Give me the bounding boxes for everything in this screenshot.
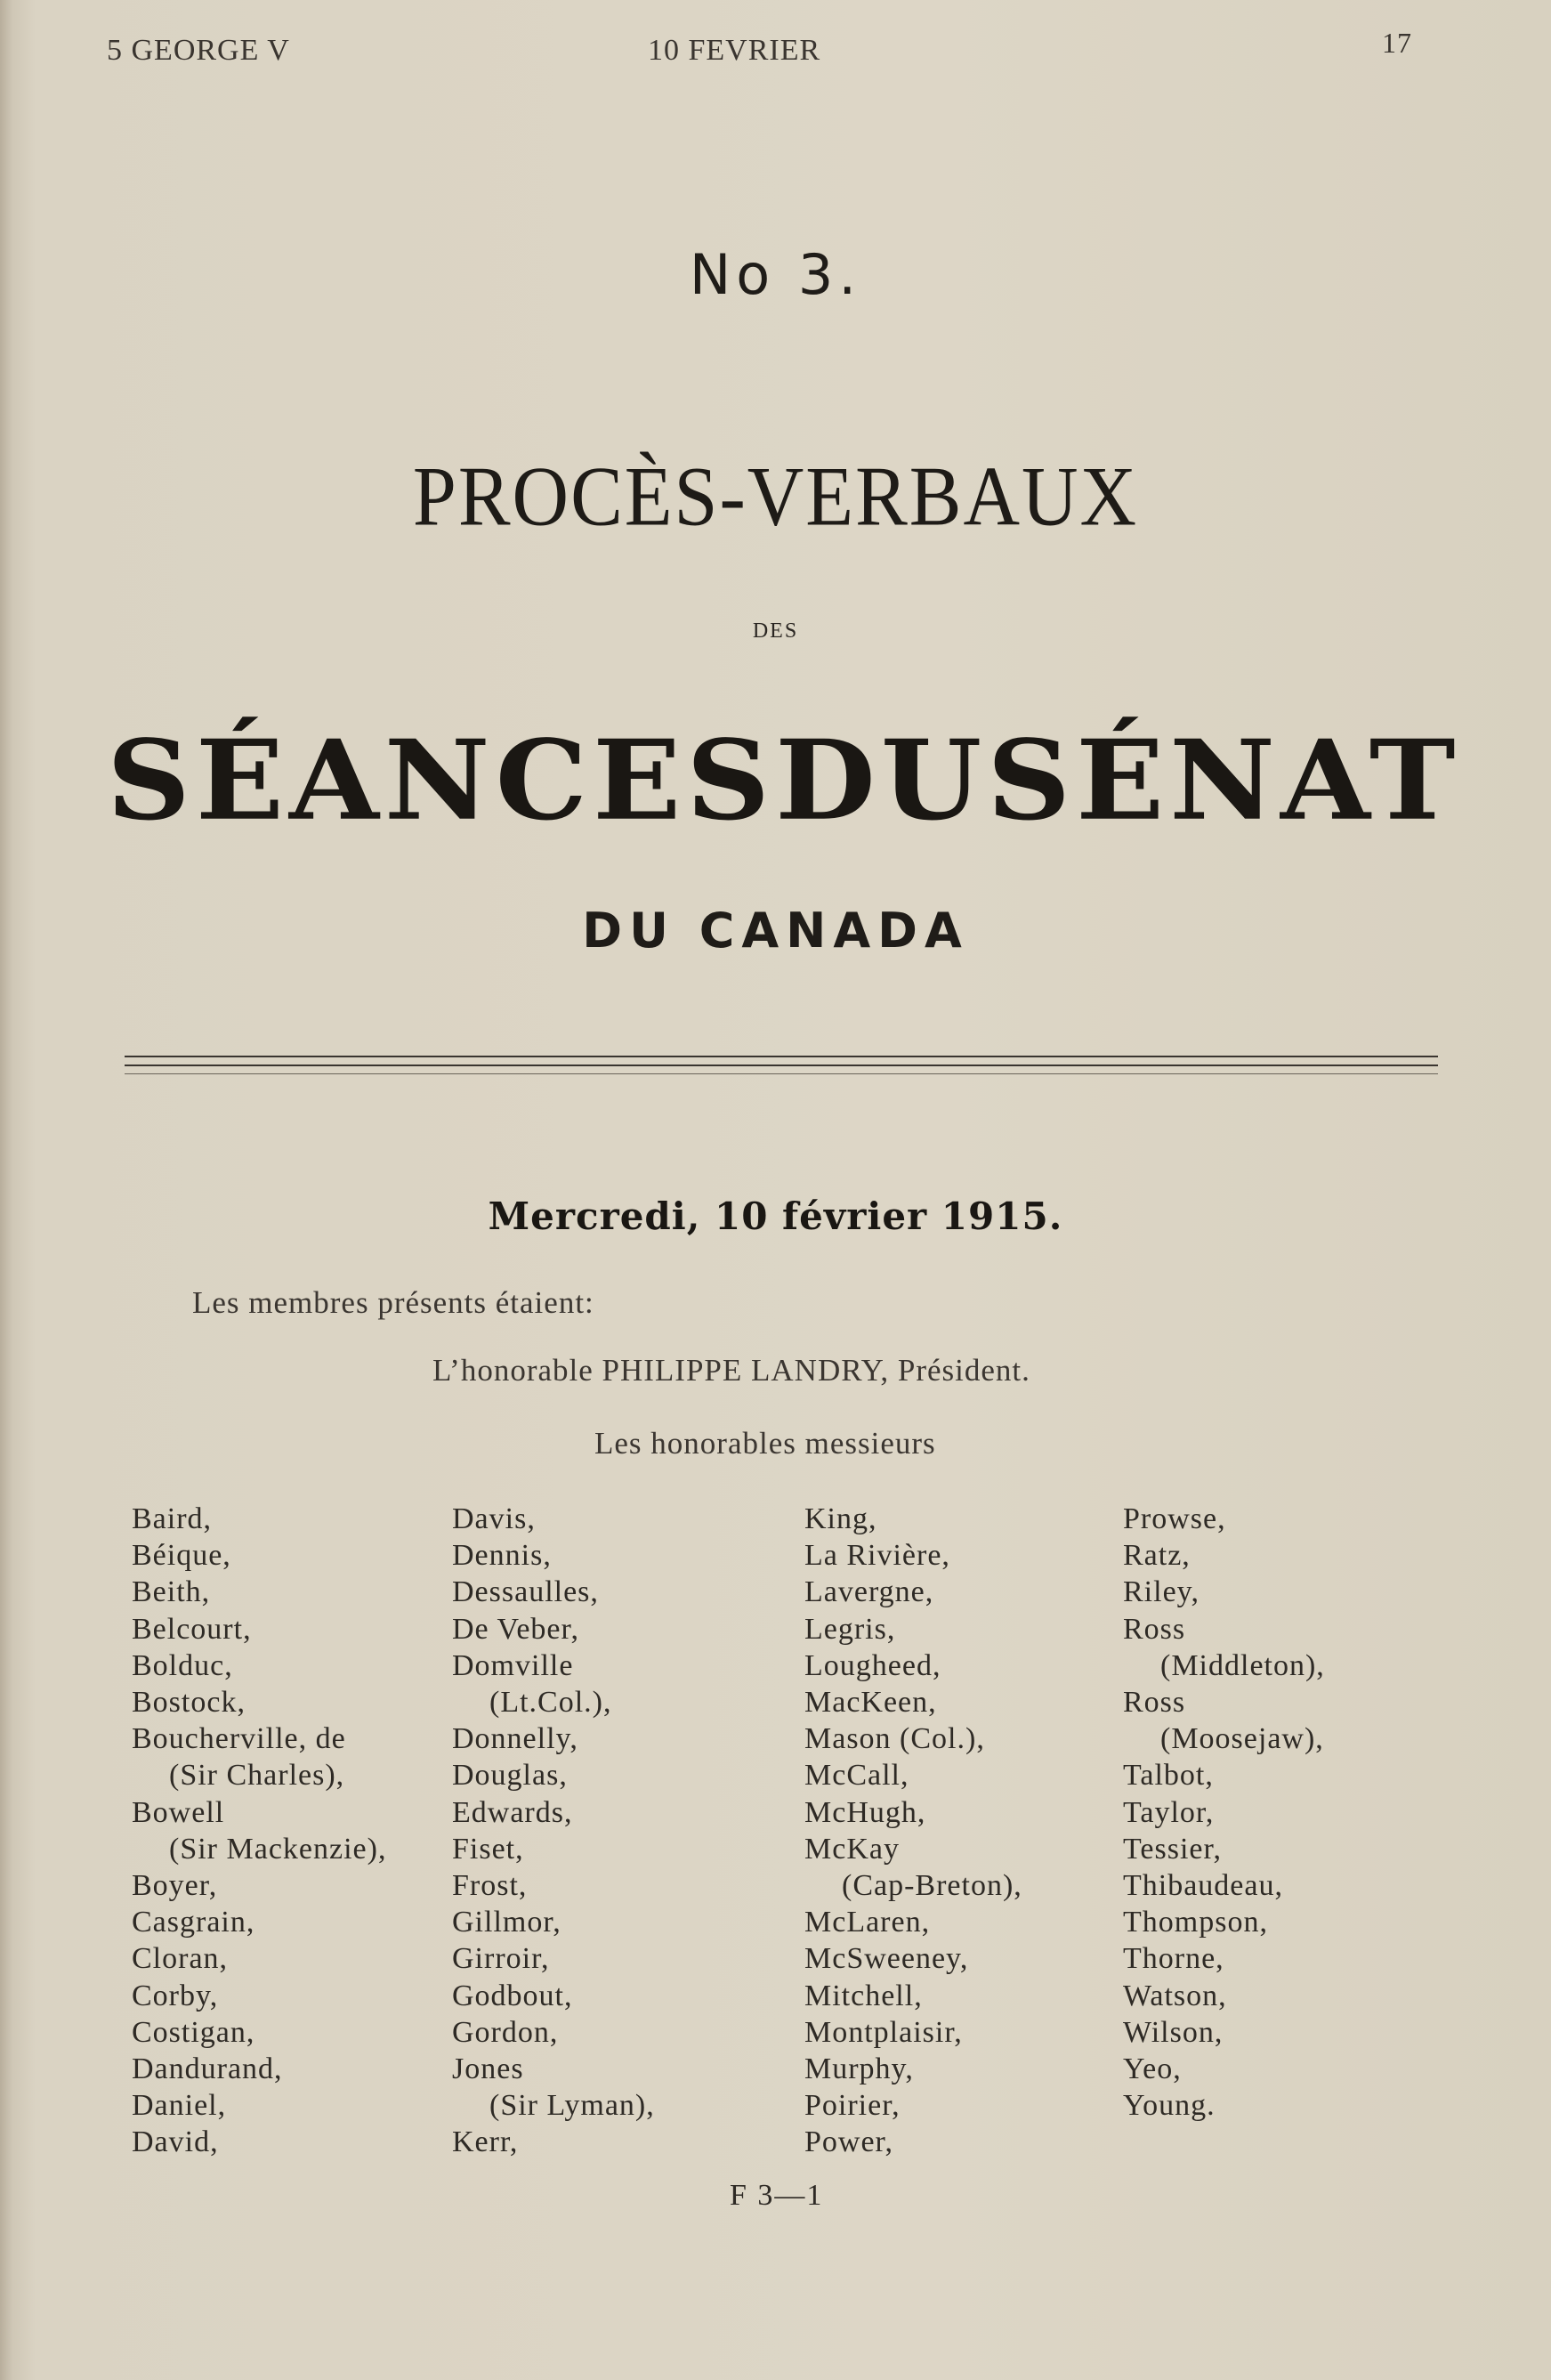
running-header-center: 10 FEVRIER (648, 34, 821, 67)
member-name: Lavergne, (804, 1575, 934, 1609)
member-name: Edwards, (452, 1795, 573, 1829)
member-name: Ratz, (1123, 1539, 1191, 1573)
member-name: Dennis, (452, 1539, 552, 1573)
member-name: David, (132, 2125, 219, 2159)
member-name: Young. (1123, 2089, 1216, 2123)
title-word: SÉANCES (107, 715, 776, 846)
member-name: Watson, (1123, 1979, 1227, 2012)
member-name: Casgrain, (132, 1906, 255, 1939)
member-name: Beith, (132, 1575, 211, 1609)
member-name: Daniel, (132, 2089, 227, 2123)
running-header-left: 5 GEORGE V (107, 34, 290, 67)
member-name: Fiset, (452, 1832, 524, 1866)
member-name: Jones (452, 2052, 524, 2086)
member-name: La Rivière, (804, 1539, 950, 1573)
member-name: McHugh, (804, 1795, 926, 1829)
member-name: Legris, (804, 1612, 896, 1646)
member-name: Wilson, (1123, 2015, 1224, 2049)
member-name: Prowse, (1123, 1502, 1226, 1535)
members-column-2 (452, 1501, 655, 2161)
member-name: Thorne, (1123, 1942, 1224, 1976)
member-name: Lougheed, (804, 1648, 941, 1682)
divider-rule (125, 1065, 1438, 1066)
member-name: Dessaulles, (452, 1575, 599, 1609)
member-name: Gordon, (452, 2015, 559, 2049)
member-name: Bolduc, (132, 1648, 233, 1682)
member-name: King, (804, 1502, 877, 1535)
title-word: DU (775, 715, 988, 846)
members-column-4 (1123, 1501, 1325, 2124)
member-name: Power, (804, 2125, 894, 2159)
member-name: Godbout, (452, 1979, 573, 2012)
member-name: McLaren, (804, 1906, 931, 1939)
members-column-1 (132, 1501, 386, 2161)
member-name: (Sir Lyman), (489, 2089, 655, 2123)
president-line: L’honorable PHILIPPE LANDRY, Président. (432, 1353, 1030, 1388)
title-word: SÉNAT (987, 715, 1461, 846)
member-name: Mason (Col.), (804, 1722, 985, 1756)
member-name: Yeo, (1123, 2052, 1182, 2086)
issue-number: No 3. (689, 242, 862, 307)
session-date: Mercredi, 10 février 1915. (488, 1194, 1063, 1238)
member-name: Béique, (132, 1539, 231, 1573)
signature-mark: F 3—1 (730, 2179, 824, 2212)
member-name: (Sir Charles), (169, 1759, 345, 1793)
title-seances-du-senat (107, 715, 1461, 846)
member-name: Donnelly, (452, 1722, 578, 1756)
member-name: Costigan, (132, 2015, 255, 2049)
member-name: Poirier, (804, 2089, 901, 2123)
member-name: Bostock, (132, 1686, 246, 1720)
member-name: (Sir Mackenzie), (169, 1832, 387, 1866)
member-name: MacKeen, (804, 1686, 937, 1720)
title-proces-verbaux: PROCÈS-VERBAUX (412, 450, 1139, 544)
member-name: Montplaisir, (804, 2015, 963, 2049)
member-name: Bowell (132, 1795, 225, 1829)
member-name: Gillmor, (452, 1906, 561, 1939)
member-name: Baird, (132, 1502, 213, 1535)
member-name: Douglas, (452, 1759, 568, 1793)
member-name: (Lt.Col.), (489, 1686, 612, 1720)
honorables-heading: Les honorables messieurs (594, 1426, 936, 1461)
member-name: Murphy, (804, 2052, 914, 2086)
member-name: Mitchell, (804, 1979, 923, 2012)
member-name: McCall, (804, 1759, 909, 1793)
member-name: Taylor, (1123, 1795, 1215, 1829)
member-name: Ross (1123, 1612, 1186, 1646)
members-intro: Les membres présents étaient: (192, 1285, 594, 1320)
title-du-canada: DU CANADA (582, 903, 969, 959)
page-number: 17 (1382, 27, 1412, 59)
member-name: (Cap-Breton), (842, 1869, 1022, 1903)
member-name: Domville (452, 1648, 574, 1682)
member-name: McKay (804, 1832, 900, 1866)
member-name: Belcourt, (132, 1612, 252, 1646)
member-name: De Veber, (452, 1612, 579, 1646)
member-name: (Moosejaw), (1160, 1722, 1324, 1756)
member-name: Girroir, (452, 1942, 550, 1976)
member-name: Ross (1123, 1686, 1186, 1720)
member-name: Corby, (132, 1979, 219, 2012)
member-name: (Middleton), (1160, 1648, 1325, 1682)
member-name: Thibaudeau, (1123, 1869, 1283, 1903)
member-name: Boucherville, de (132, 1722, 346, 1756)
member-name: Dandurand, (132, 2052, 283, 2086)
member-name: Boyer, (132, 1869, 218, 1903)
divider-rule (125, 1073, 1438, 1074)
member-name: Riley, (1123, 1575, 1200, 1609)
member-name: Davis, (452, 1502, 536, 1535)
member-name: Tessier, (1123, 1832, 1222, 1866)
member-name: Talbot, (1123, 1759, 1214, 1793)
member-name: Cloran, (132, 1942, 229, 1976)
member-name: McSweeney, (804, 1942, 969, 1976)
members-column-3 (804, 1501, 1022, 2161)
member-name: Thompson, (1123, 1906, 1268, 1939)
title-des: DES (752, 619, 799, 643)
member-name: Frost, (452, 1869, 528, 1903)
divider-rule (125, 1056, 1438, 1057)
member-name: Kerr, (452, 2125, 519, 2159)
